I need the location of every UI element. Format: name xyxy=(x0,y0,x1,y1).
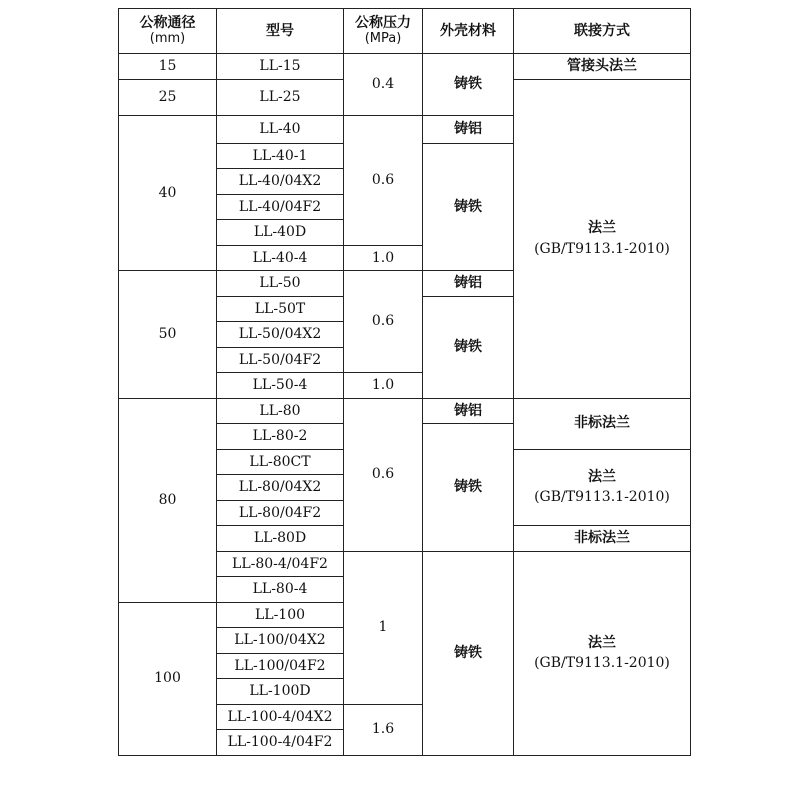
pressure-cell: 0.6 xyxy=(344,271,423,373)
dn-cell: 50 xyxy=(119,271,217,399)
pressure-cell: 0.6 xyxy=(344,398,423,551)
connection-standard: (GB/T9113.1-2010) xyxy=(534,240,670,257)
model-cell: LL-40/04F2 xyxy=(217,194,344,220)
connection-cell: 管接头法兰 xyxy=(514,54,691,80)
connection-cell xyxy=(514,79,691,398)
connection-standard: (GB/T9113.1-2010) xyxy=(534,489,670,506)
model-cell: LL-40-4 xyxy=(217,245,344,271)
model-cell: LL-80-4/04F2 xyxy=(217,551,344,577)
connection-label: 法兰 xyxy=(588,469,616,486)
material-cell: 铸铝 xyxy=(423,271,514,297)
header-pn-unit: (MPa) xyxy=(364,30,402,46)
pressure-cell: 1.0 xyxy=(344,373,423,399)
model-cell: LL-25 xyxy=(217,79,344,115)
dn-cell: 80 xyxy=(119,398,217,602)
table-row xyxy=(119,54,691,80)
model-cell: LL-80/04F2 xyxy=(217,500,344,526)
dn-cell: 15 xyxy=(119,54,217,80)
model-cell: LL-80-4 xyxy=(217,577,344,603)
model-cell: LL-100-4/04F2 xyxy=(217,730,344,756)
material-cell: 铸铝 xyxy=(423,398,514,424)
model-cell: LL-80CT xyxy=(217,449,344,475)
spec-table xyxy=(118,8,691,756)
table-row xyxy=(119,398,691,424)
model-cell: LL-100 xyxy=(217,602,344,628)
model-cell: LL-40/04X2 xyxy=(217,169,344,195)
header-nominal-diameter xyxy=(119,9,217,54)
connection-cell: 非标法兰 xyxy=(514,398,691,449)
header-dn-line1: 公称通径 xyxy=(139,15,196,32)
connection-cell xyxy=(514,449,691,526)
material-cell: 铸铁 xyxy=(423,143,514,271)
connection-cell xyxy=(514,551,691,755)
header-row xyxy=(119,9,691,54)
header-model: 型号 xyxy=(217,9,344,54)
model-cell: LL-80 xyxy=(217,398,344,424)
model-cell: LL-40-1 xyxy=(217,143,344,169)
dn-cell: 25 xyxy=(119,79,217,115)
pressure-cell: 1 xyxy=(344,551,423,704)
header-nominal-pressure xyxy=(344,9,423,54)
model-cell: LL-40D xyxy=(217,220,344,246)
connection-cell: 非标法兰 xyxy=(514,526,691,552)
header-material: 外壳材料 xyxy=(423,9,514,54)
header-pn-line1: 公称压力 xyxy=(355,15,411,32)
model-cell: LL-50/04X2 xyxy=(217,322,344,348)
material-cell: 铸铁 xyxy=(423,551,514,755)
model-cell: LL-100-4/04X2 xyxy=(217,704,344,730)
model-cell: LL-100D xyxy=(217,679,344,705)
model-cell: LL-100/04F2 xyxy=(217,653,344,679)
model-cell: LL-50/04F2 xyxy=(217,347,344,373)
pressure-cell: 0.6 xyxy=(344,115,423,245)
dn-cell: 100 xyxy=(119,602,217,755)
connection-label: 法兰 xyxy=(588,220,616,237)
material-cell: 铸铁 xyxy=(423,296,514,398)
pressure-cell: 1.0 xyxy=(344,245,423,271)
connection-standard: (GB/T9113.1-2010) xyxy=(534,655,670,671)
pressure-cell: 0.4 xyxy=(344,54,423,116)
material-cell: 铸铁 xyxy=(423,424,514,552)
model-cell: LL-80D xyxy=(217,526,344,552)
connection-label: 法兰 xyxy=(588,634,616,651)
dn-cell: 40 xyxy=(119,115,217,271)
model-cell: LL-80-2 xyxy=(217,424,344,450)
header-connection: 联接方式 xyxy=(514,9,691,54)
model-cell: LL-40 xyxy=(217,115,344,143)
model-cell: LL-80/04X2 xyxy=(217,475,344,501)
model-cell: LL-50 xyxy=(217,271,344,297)
material-cell: 铸铝 xyxy=(423,115,514,143)
model-cell: LL-50T xyxy=(217,296,344,322)
model-cell: LL-15 xyxy=(217,54,344,80)
header-dn-unit: (mm) xyxy=(149,30,186,46)
pressure-cell: 1.6 xyxy=(344,704,423,755)
material-cell: 铸铁 xyxy=(423,54,514,116)
model-cell: LL-100/04X2 xyxy=(217,628,344,654)
model-cell: LL-50-4 xyxy=(217,373,344,399)
